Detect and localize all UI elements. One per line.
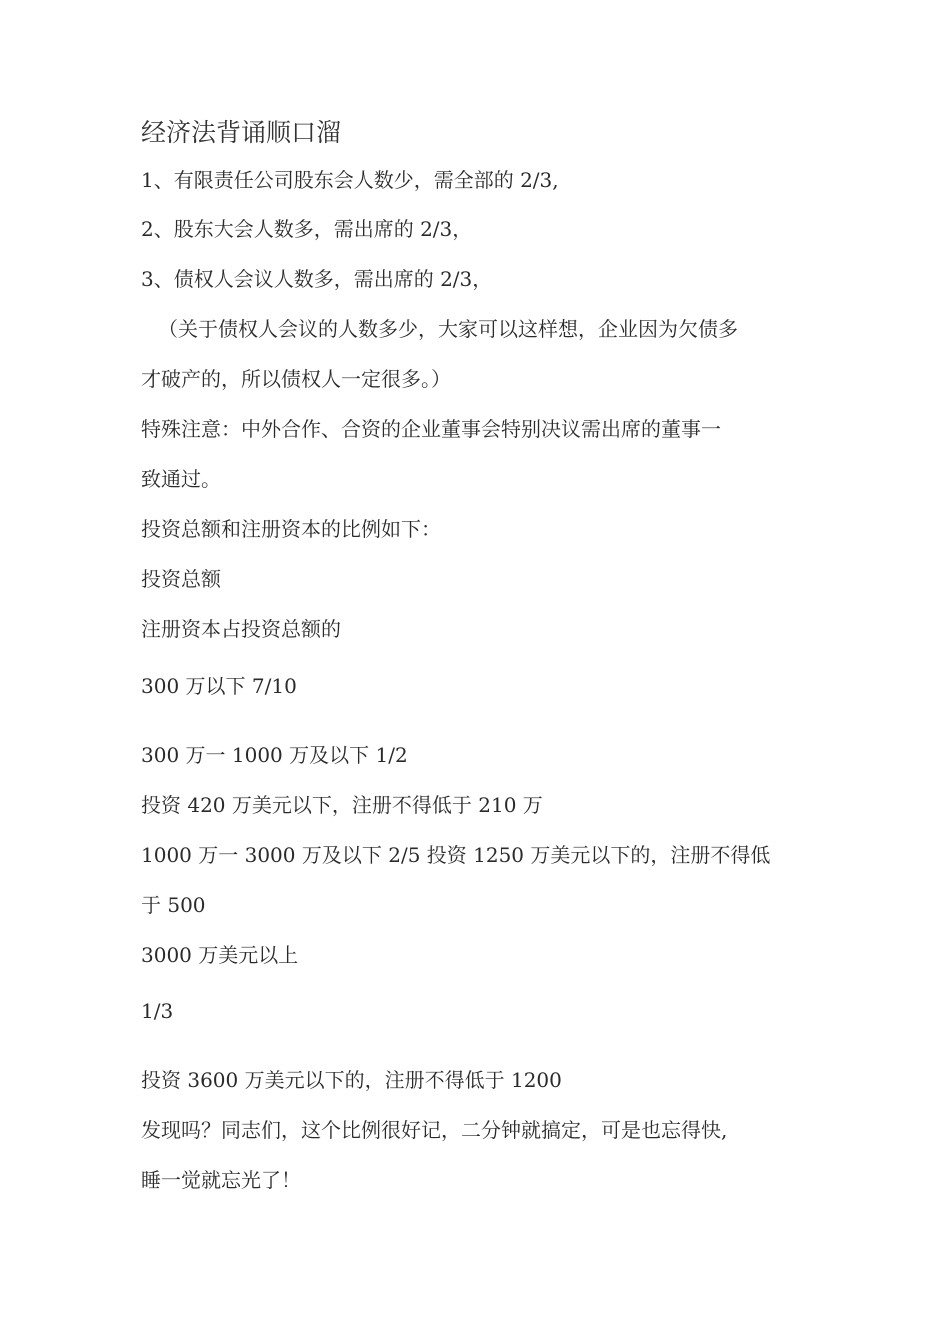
- text-line-3: 3、债权人会议人数多，需出席的 2/3，: [141, 267, 493, 291]
- text-line-14: 1000 万一 3000 万及以下 2/5 投资 1250 万美元以下的，注册不得低: [141, 843, 771, 867]
- document-title: 经济法背诵顺口溜: [141, 118, 342, 147]
- text-line-15: 于 500: [141, 893, 206, 917]
- text-line-11: 300 万以下 7/10: [141, 674, 297, 698]
- text-line-20: 睡一觉就忘光了！: [141, 1168, 301, 1192]
- text-line-1: 1、有限责任公司股东会人数少，需全部的 2/3,: [141, 168, 559, 192]
- text-line-12: 300 万一 1000 万及以下 1/2: [141, 743, 408, 767]
- text-line-13: 投资 420 万美元以下，注册不得低于 210 万: [141, 793, 543, 817]
- text-line-18: 投资 3600 万美元以下的，注册不得低于 1200: [141, 1068, 562, 1092]
- text-line-9: 投资总额: [141, 567, 221, 591]
- text-line-8: 投资总额和注册资本的比例如下：: [141, 517, 441, 541]
- text-line-19: 发现吗？同志们，这个比例很好记，二分钟就搞定，可是也忘得快,: [141, 1118, 728, 1142]
- text-line-2: 2、股东大会人数多，需出席的 2/3，: [141, 217, 473, 241]
- text-line-4: （关于债权人会议的人数多少，大家可以这样想，企业因为欠债多: [158, 317, 738, 341]
- text-line-16: 3000 万美元以上: [141, 943, 299, 967]
- text-line-7: 致通过。: [141, 467, 221, 491]
- text-line-17: 1/3: [141, 999, 174, 1023]
- text-line-5: 才破产的，所以债权人一定很多。）: [141, 367, 451, 391]
- text-line-10: 注册资本占投资总额的: [141, 617, 341, 641]
- text-line-6: 特殊注意：中外合作、合资的企业董事会特别决议需出席的董事一: [141, 417, 721, 441]
